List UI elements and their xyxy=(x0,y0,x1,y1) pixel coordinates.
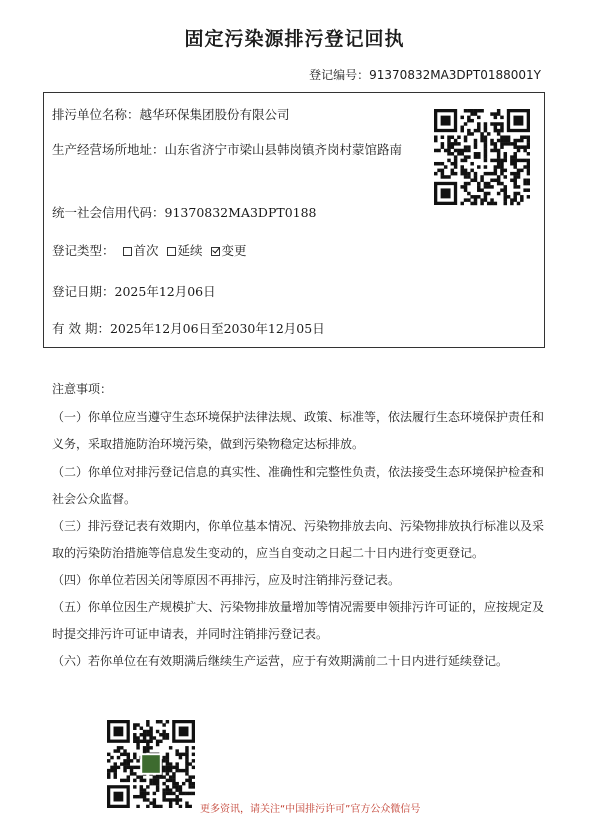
validity-value: 2025年12月06日至2030年12月05日 xyxy=(109,321,325,336)
page-title: 固定污染源排污登记回执 xyxy=(184,28,405,50)
address-value: 山东省济宁市梁山县韩岗镇齐岗村蒙馆路南 xyxy=(164,142,403,157)
notice-item-3: （三）排污登记表有效期内，你单位基本情况、污染物排放去向、污染物排放执行标准以及采取的污染防治措施等信息发生变动的，应当自变动之日起二十日内进行变更登记。 xyxy=(52,519,545,560)
notice-item-6: （六）若你单位在有效期满后继续生产运营，应于有效期满前二十日内进行延续登记。 xyxy=(52,654,509,668)
registration-date-value: 2025年12月06日 xyxy=(114,284,216,299)
notice-heading: 注意事项： xyxy=(52,382,113,396)
registration-type-row xyxy=(52,241,247,259)
checkbox-first-time xyxy=(123,247,132,256)
credit-code-label: 统一社会信用代码： xyxy=(52,205,165,220)
unit-name-label: 排污单位名称： xyxy=(52,107,140,122)
footer-note: 更多资讯，请关注“中国排污许可”官方公众微信号 xyxy=(200,804,421,815)
credit-code-row xyxy=(52,203,317,221)
address-label: 生产经营场所地址： xyxy=(52,142,165,157)
checkbox-renewal xyxy=(167,247,176,256)
registration-type-label: 登记类型： xyxy=(52,243,115,258)
registration-number: 登记编号：91370832MA3DPT0188001Y xyxy=(309,68,541,82)
credit-code-value: 91370832MA3DPT0188 xyxy=(164,205,317,220)
notice-item-5: （五）你单位因生产规模扩大、污染物排放量增加等情况需要申领排污许可证的，应按规定及时提交排污许可证申请表，并同时注销排污登记表。 xyxy=(52,600,545,641)
address-row xyxy=(52,137,412,162)
qr-code-icon xyxy=(434,109,530,209)
option-first-time: 首次 xyxy=(133,243,159,258)
notice-item-1: （一）你单位应当遵守生态环境保护法律法规、政策、标准等，依法履行生态环境保护责任和义务，采取措施防治环境污染，做到污染物稳定达标排放。 xyxy=(52,410,545,451)
validity-label: 有 效 期： xyxy=(52,321,110,336)
option-renewal: 延续 xyxy=(177,243,203,258)
wechat-qr-code-icon xyxy=(107,720,195,808)
notice-item-2: （二）你单位对排污登记信息的真实性、准确性和完整性负责，依法接受生态环境保护检查和社会公众监督。 xyxy=(52,465,545,506)
registration-date-label: 登记日期： xyxy=(52,284,115,299)
checkbox-change xyxy=(211,247,220,256)
notice-item-4: （四）你单位若因关闭等原因不再排污，应及时注销排污登记表。 xyxy=(52,573,401,587)
info-box xyxy=(43,92,545,348)
unit-name-row xyxy=(52,105,290,123)
validity-row xyxy=(52,319,325,337)
option-change: 变更 xyxy=(221,243,247,258)
registration-date-row xyxy=(52,282,216,300)
unit-name-value: 越华环保集团股份有限公司 xyxy=(139,107,290,122)
